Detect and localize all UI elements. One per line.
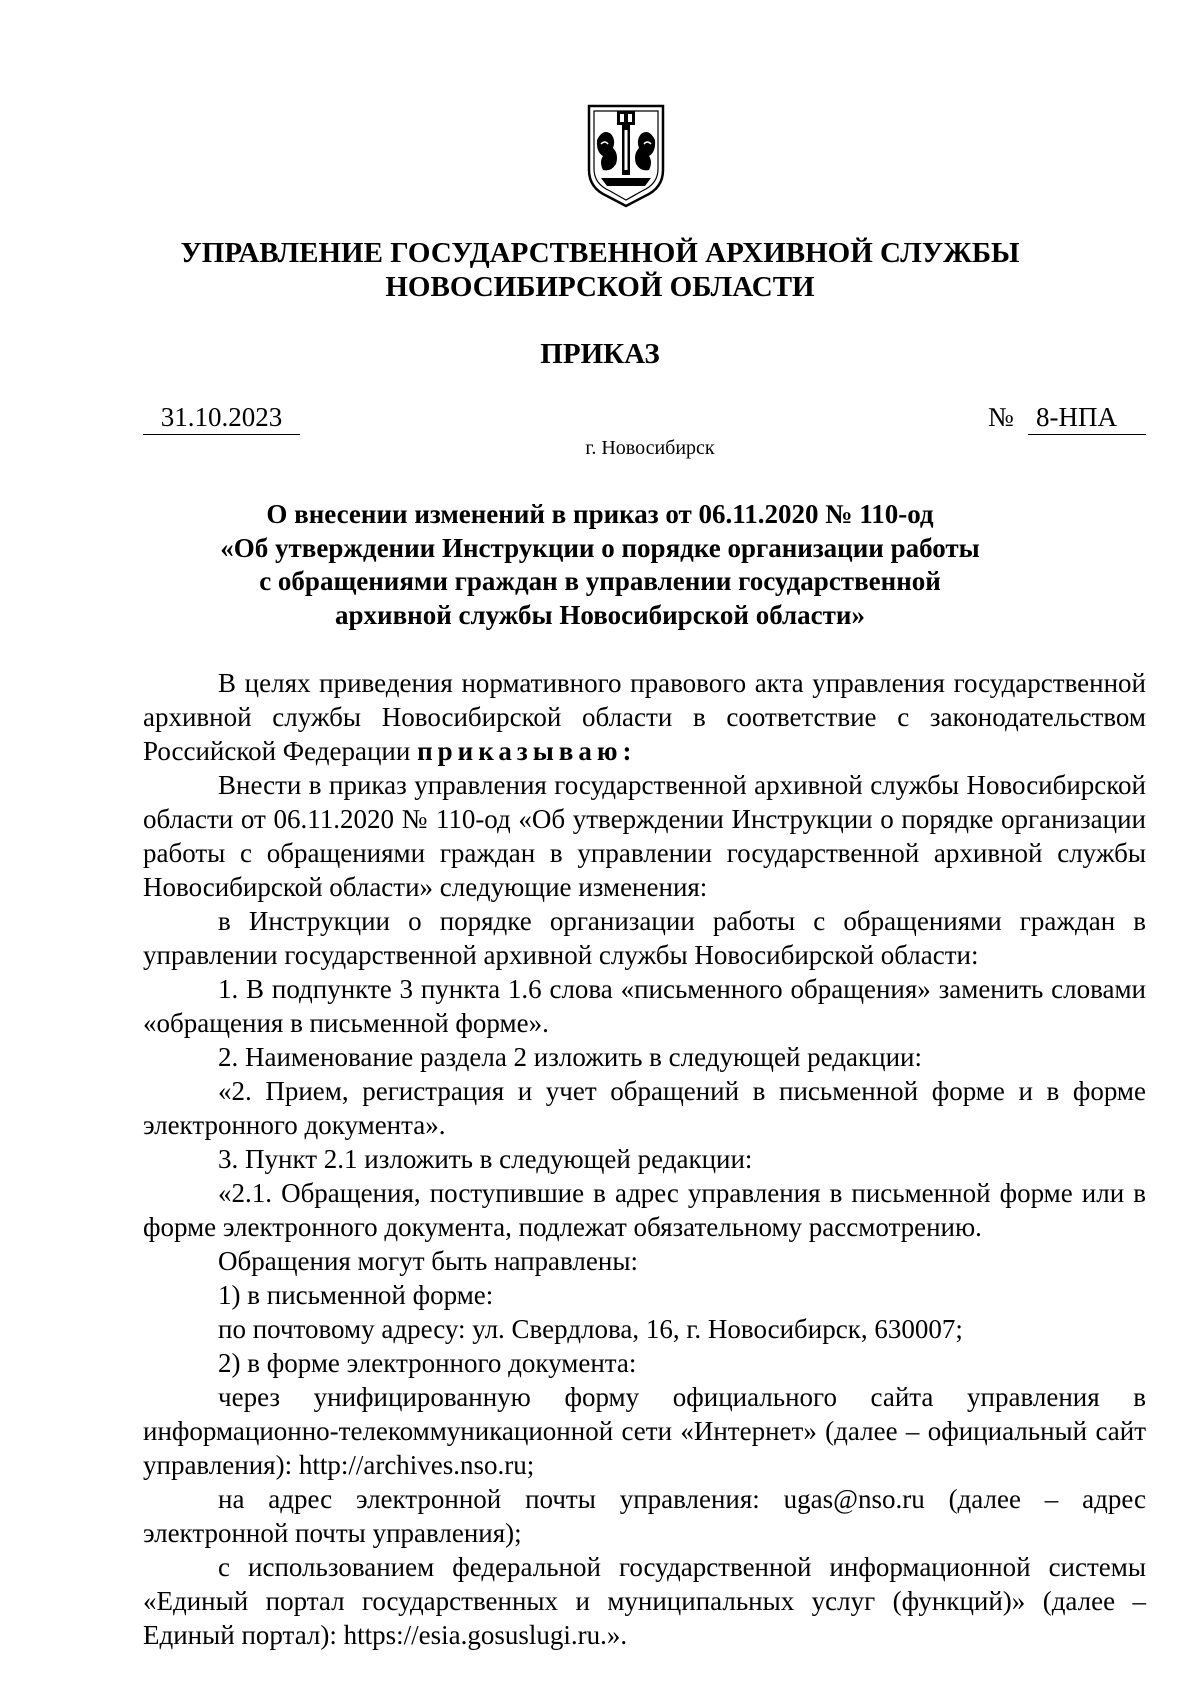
paragraph-email: на адрес электронной почты управления: ugas@nso.ru (далее – адрес электронной почты управления); bbox=[143, 1484, 1146, 1548]
paragraph-item-1: 1. В подпункте 3 пункта 1.6 слова «письменного обращения» заменить словами «обращения в письменной форме». bbox=[143, 974, 1146, 1038]
paragraph-website: через унифицированную форму официального сайта управления в информационно-телекоммуникационной сети «Интернет» (далее – официальный сайт управления): http://archives.nso.ru; bbox=[143, 1382, 1146, 1480]
organization-name bbox=[0, 236, 1200, 304]
document-city: г. Новосибирск bbox=[585, 437, 715, 459]
paragraph-item-2: 2. Наименование раздела 2 изложить в следующей редакции: bbox=[218, 1042, 922, 1072]
subject-line2: «Об утверждении Инструкции о порядке организации работы bbox=[220, 532, 980, 563]
paragraph-electronic-form: 2) в форме электронного документа: bbox=[218, 1348, 637, 1378]
subject-line3: с обращениями граждан в управлении государственной bbox=[259, 566, 941, 596]
document-date: 31.10.2023 bbox=[143, 402, 300, 435]
document-type: ПРИКАЗ bbox=[540, 338, 660, 370]
number-sign: № bbox=[988, 402, 1014, 432]
paragraph-item-3-text: «2.1. Обращения, поступившие в адрес управления в письменной форме или в форме электронного документа, подлежат обязательному рассмотрению. bbox=[143, 1178, 1146, 1242]
document-body bbox=[143, 666, 1146, 1652]
paragraph-channels: Обращения могут быть направлены: bbox=[218, 1246, 638, 1276]
document-number: 8-НПА bbox=[1028, 402, 1146, 435]
paragraph-item-2-text: «2. Прием, регистрация и учет обращений в письменной форме и в форме электронного документа». bbox=[143, 1076, 1146, 1140]
paragraph-preamble bbox=[143, 666, 1146, 768]
organization-name-line1: УПРАВЛЕНИЕ ГОСУДАРСТВЕННОЙ АРХИВНОЙ СЛУЖБЫ bbox=[180, 237, 1020, 269]
order-keyword: приказываю: bbox=[417, 736, 637, 766]
paragraph-written-form: 1) в письменной форме: bbox=[218, 1280, 494, 1310]
novosibirsk-coat-of-arms-icon bbox=[585, 100, 667, 210]
paragraph-item-3: 3. Пункт 2.1 изложить в следующей редакции: bbox=[218, 1144, 753, 1174]
paragraph-postal-address: по почтовому адресу: ул. Свердлова, 16, г. Новосибирск, 630007; bbox=[218, 1314, 963, 1344]
paragraph-instruction-ref: в Инструкции о порядке организации работы с обращениями граждан в управлении государственной архивной службы Новосибирской области: bbox=[143, 906, 1146, 970]
paragraph-gosuslugi: с использованием федеральной государственной информационной системы «Единый портал государственных и муниципальных услуг (функций)» (далее – Единый портал): https://esia.gosuslugi.ru.». bbox=[143, 1552, 1146, 1650]
preamble-text: В целях приведения нормативного правового акта управления государственной архивной службы Новосибирской области в соответствие с законодательством Российской Федерации bbox=[143, 668, 1146, 766]
organization-name-line2: НОВОСИБИРСКОЙ ОБЛАСТИ bbox=[385, 271, 815, 303]
document-subject bbox=[0, 498, 1200, 632]
subject-line4: архивной службы Новосибирской области» bbox=[335, 599, 865, 630]
subject-line1: О внесении изменений в приказ от 06.11.2020 № 110-од bbox=[266, 499, 934, 529]
paragraph-amendment-intro: Внести в приказ управления государственной архивной службы Новосибирской области от 06.11.2020 № 110-од «Об утверждении Инструкции о порядке организации работы с обращениями граждан в управлении государственной архивной службы Новосибирской области» следующие изменения: bbox=[143, 770, 1146, 902]
